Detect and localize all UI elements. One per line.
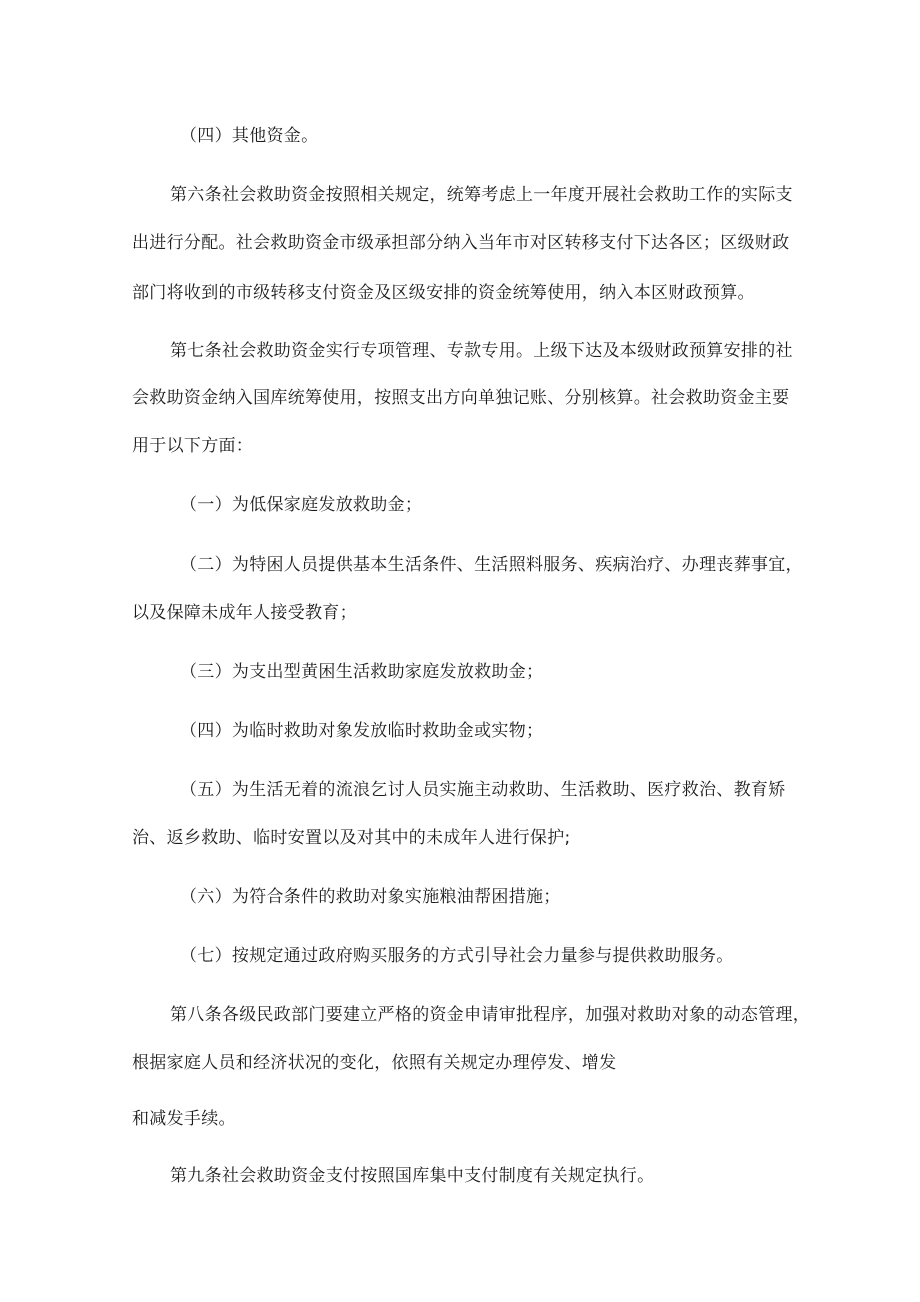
article-9-line-1: 第九条社会救助资金支付按照国库集中支付制度有关规定执行。 xyxy=(170,1166,655,1186)
article-8-line-1: 第八条各级民政部门要建立严格的资金申请审批程序，加强对救助对象的动态管理， xyxy=(170,1005,811,1025)
article-7-item-2-line-2: 以及保障未成年人接受教育； xyxy=(132,603,357,623)
article-7-line-3: 用于以下方面： xyxy=(132,436,254,456)
article-7-item-4: （四）为临时救助对象发放临时救助金或实物； xyxy=(180,721,544,741)
article-7-item-2-line-1: （二）为特困人员提供基本生活条件、生活照料服务、疾病治疗、办理丧葬事宜， xyxy=(180,555,803,575)
article-7-item-5-line-2: 治、返乡救助、临时安置以及对其中的未成年人进行保护; xyxy=(132,828,571,848)
article-7-item-1: （一）为低保家庭发放救助金； xyxy=(180,495,423,515)
article-7-line-1: 第七条社会救助资金实行专项管理、专款专用。上级下达及本级财政预算安排的社 xyxy=(170,341,793,361)
article-6-line-3: 部门将收到的市级转移支付资金及区级安排的资金统筹使用，纳入本区财政预算。 xyxy=(132,283,755,303)
article-7-item-3: （三）为支出型黄困生活救助家庭发放救助金； xyxy=(180,662,544,682)
list-item-other-funds: （四）其他资金。 xyxy=(180,126,319,146)
article-6-line-2: 出进行分配。社会救助资金市级承担部分纳入当年市对区转移支付下达各区；区级财政 xyxy=(132,233,790,253)
article-8-line-2: 根据家庭人员和经济状况的变化，依照有关规定办理停发、增发 xyxy=(132,1053,617,1073)
article-8-line-3: 和减发手续。 xyxy=(132,1109,236,1129)
article-7-item-6: （六）为符合条件的救助对象实施粮油帮困措施； xyxy=(180,887,561,907)
article-7-item-7: （七）按规定通过政府购买服务的方式引导社会力量参与提供救助服务。 xyxy=(180,946,734,966)
article-7-item-5-line-1: （五）为生活无着的流浪乞讨人员实施主动救助、生活救助、医疗救治、教育矫 xyxy=(180,780,786,800)
article-7-line-2: 会救助资金纳入国库统筹使用，按照支出方向单独记账、分别核算。社会救助资金主要 xyxy=(132,388,790,408)
article-6-line-1: 第六条社会救助资金按照相关规定，统筹考虑上一年度开展社会救助工作的实际支 xyxy=(170,185,793,205)
